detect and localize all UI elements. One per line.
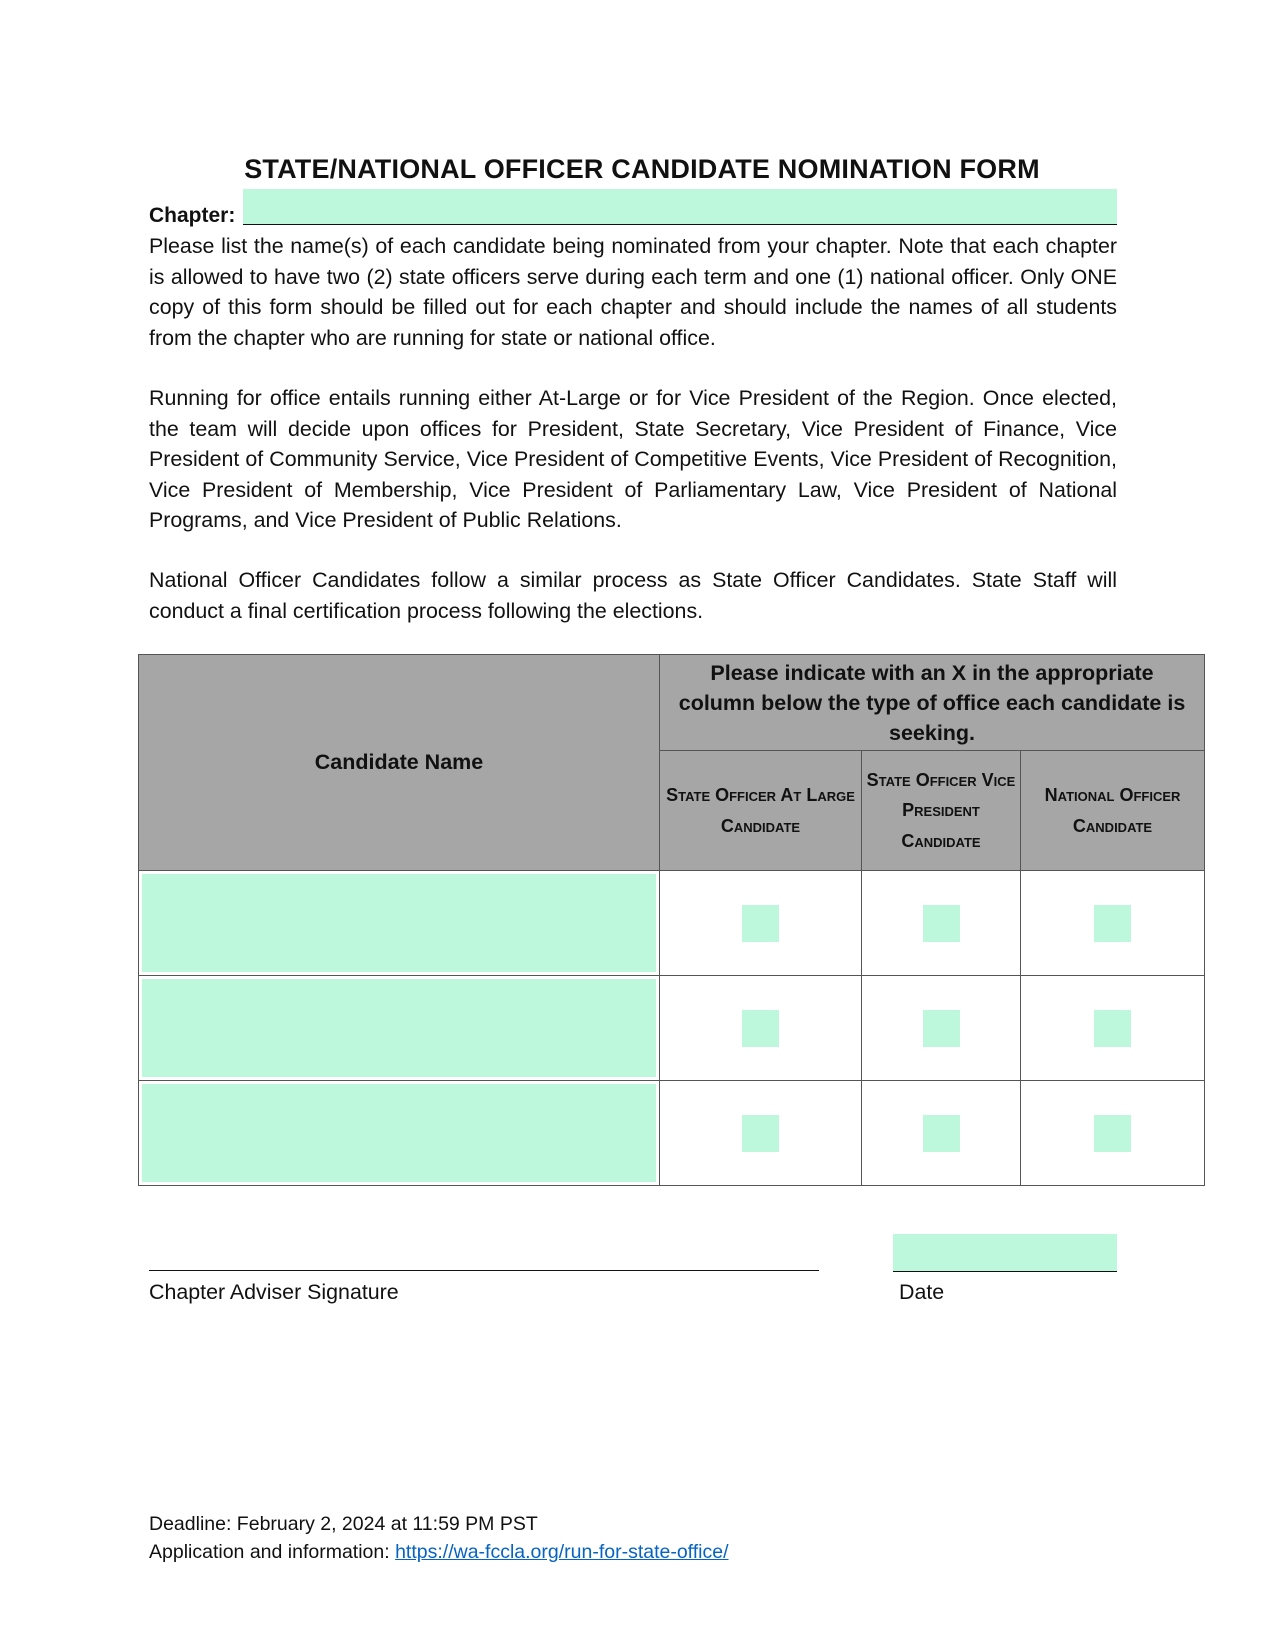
at-large-checkbox[interactable] bbox=[742, 1115, 779, 1152]
at-large-column-header: State Officer At Large Candidate bbox=[660, 751, 862, 871]
candidate-name-cell bbox=[139, 871, 660, 976]
candidate-table bbox=[138, 654, 1205, 1186]
candidate-name-cell bbox=[139, 1081, 660, 1186]
page-title: STATE/NATIONAL OFFICER CANDIDATE NOMINATION FORM bbox=[244, 154, 1040, 184]
at-large-checkbox[interactable] bbox=[742, 1010, 779, 1047]
vice-president-column-header: State Officer Vice President Candidate bbox=[862, 751, 1021, 871]
vice-president-cell bbox=[862, 976, 1021, 1081]
application-info bbox=[149, 1538, 729, 1566]
application-info-label: Application and information: bbox=[149, 1541, 396, 1563]
national-paragraph: National Officer Candidates follow a similar process as State Officer Candidates. State Staff will conduct a final certification process following the elections. bbox=[149, 568, 1117, 623]
at-large-cell bbox=[660, 976, 862, 1081]
signature-line[interactable] bbox=[149, 1270, 819, 1271]
adviser-signature-label: Chapter Adviser Signature bbox=[149, 1280, 399, 1304]
date-label: Date bbox=[899, 1280, 945, 1304]
national-checkbox[interactable] bbox=[1094, 1010, 1131, 1047]
candidate-name-cell bbox=[139, 976, 660, 1081]
at-large-checkbox[interactable] bbox=[742, 905, 779, 942]
application-link[interactable]: https://wa-fccla.org/run-for-state-office/ bbox=[395, 1541, 729, 1563]
date-field[interactable] bbox=[893, 1234, 1117, 1272]
chapter-field[interactable] bbox=[243, 189, 1117, 225]
table-row bbox=[139, 871, 1205, 976]
vice-president-cell bbox=[862, 1081, 1021, 1186]
chapter-label: Chapter: bbox=[149, 204, 236, 227]
vice-president-checkbox[interactable] bbox=[923, 1010, 960, 1047]
national-cell bbox=[1021, 976, 1205, 1081]
table-row bbox=[139, 976, 1205, 1081]
at-large-cell bbox=[660, 871, 862, 976]
national-cell bbox=[1021, 871, 1205, 976]
candidate-name-field[interactable] bbox=[142, 1084, 656, 1182]
table-row bbox=[139, 1081, 1205, 1186]
office-type-instruction-header: Please indicate with an X in the appropriate column below the type of office each candidate is seeking. bbox=[660, 655, 1205, 751]
national-checkbox[interactable] bbox=[1094, 1115, 1131, 1152]
candidate-name-header: Candidate Name bbox=[139, 655, 660, 871]
vice-president-cell bbox=[862, 871, 1021, 976]
vice-president-checkbox[interactable] bbox=[923, 1115, 960, 1152]
deadline-text: Deadline: February 2, 2024 at 11:59 PM PST bbox=[149, 1513, 538, 1535]
national-checkbox[interactable] bbox=[1094, 905, 1131, 942]
candidate-name-field[interactable] bbox=[142, 979, 656, 1077]
national-cell bbox=[1021, 1081, 1205, 1186]
offices-paragraph: Running for office entails running either At-Large or for Vice President of the Region. Once elected, the team will decide upon offices for President, State Secretary, Vice President of Finance, Vice President of Community Service, Vice President of Competitive Events, Vice President of Recognition, Vice President of Membership, Vice President of Parliamentary Law, Vice President of National Programs, and Vice President of Public Relations. bbox=[149, 386, 1117, 532]
instructions-paragraph: Please list the name(s) of each candidate being nominated from your chapter. Note that each chapter is allowed to have two (2) state officers serve during each term and one (1) national officer. Only ONE copy of this form should be filled out for each chapter and should include the names of all students from the chapter who are running for state or national office. bbox=[149, 234, 1117, 350]
national-column-header: National Officer Candidate bbox=[1021, 751, 1205, 871]
candidate-name-field[interactable] bbox=[142, 874, 656, 972]
at-large-cell bbox=[660, 1081, 862, 1186]
vice-president-checkbox[interactable] bbox=[923, 905, 960, 942]
